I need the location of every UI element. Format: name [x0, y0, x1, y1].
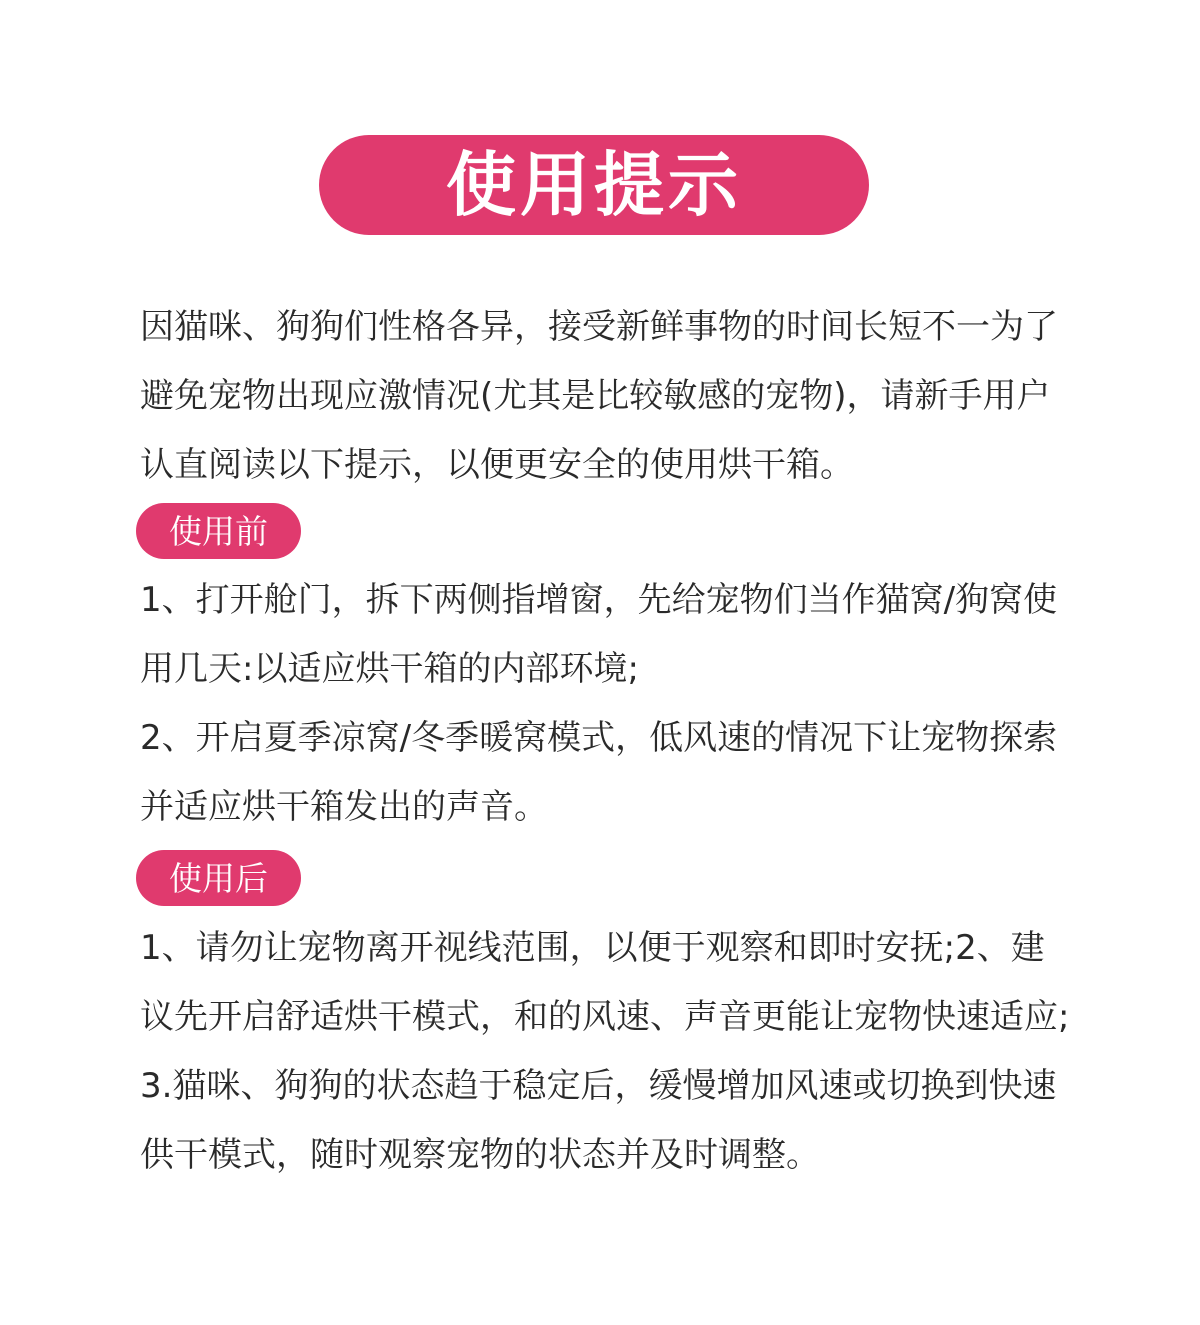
before-use-line: 并适应烘干箱发出的声音。 [140, 787, 548, 827]
after-use-line: 议先开启舒适烘干模式，和的风速、声音更能让宠物快速适应; [140, 997, 1070, 1037]
after-use-line: 供干模式，随时观察宠物的状态并及时调整。 [140, 1135, 820, 1175]
after-use-paragraph [140, 914, 1130, 1190]
before-use-line: 1、打开舱门，拆下两侧指增窗，先给宠物们当作猫窝/狗窝使 [140, 580, 1058, 620]
after-use-badge: 使用后 [136, 850, 301, 906]
page-title: 使用提示 [319, 135, 869, 235]
intro-line: 因猫咪、狗狗们性格各异，接受新鲜事物的时间长短不一为了 [140, 307, 1058, 347]
after-use-line: 3.猫咪、狗狗的状态趋于稳定后，缓慢增加风速或切换到快速 [140, 1066, 1057, 1106]
intro-paragraph [140, 293, 1130, 500]
intro-line: 认直阅读以下提示，以便更安全的使用烘干箱。 [140, 445, 854, 485]
before-use-badge: 使用前 [136, 503, 301, 559]
before-use-line: 2、开启夏季凉窝/冬季暖窝模式，低风速的情况下让宠物探索 [140, 718, 1058, 758]
before-use-paragraph [140, 566, 1130, 842]
intro-line: 避免宠物出现应激情况(尤其是比较敏感的宠物)，请新手用户 [140, 376, 1051, 416]
after-use-line: 1、请勿让宠物离开视线范围，以便于观察和即时安抚;2、建 [140, 928, 1045, 968]
before-use-line: 用几天:以适应烘干箱的内部环境; [140, 649, 639, 689]
